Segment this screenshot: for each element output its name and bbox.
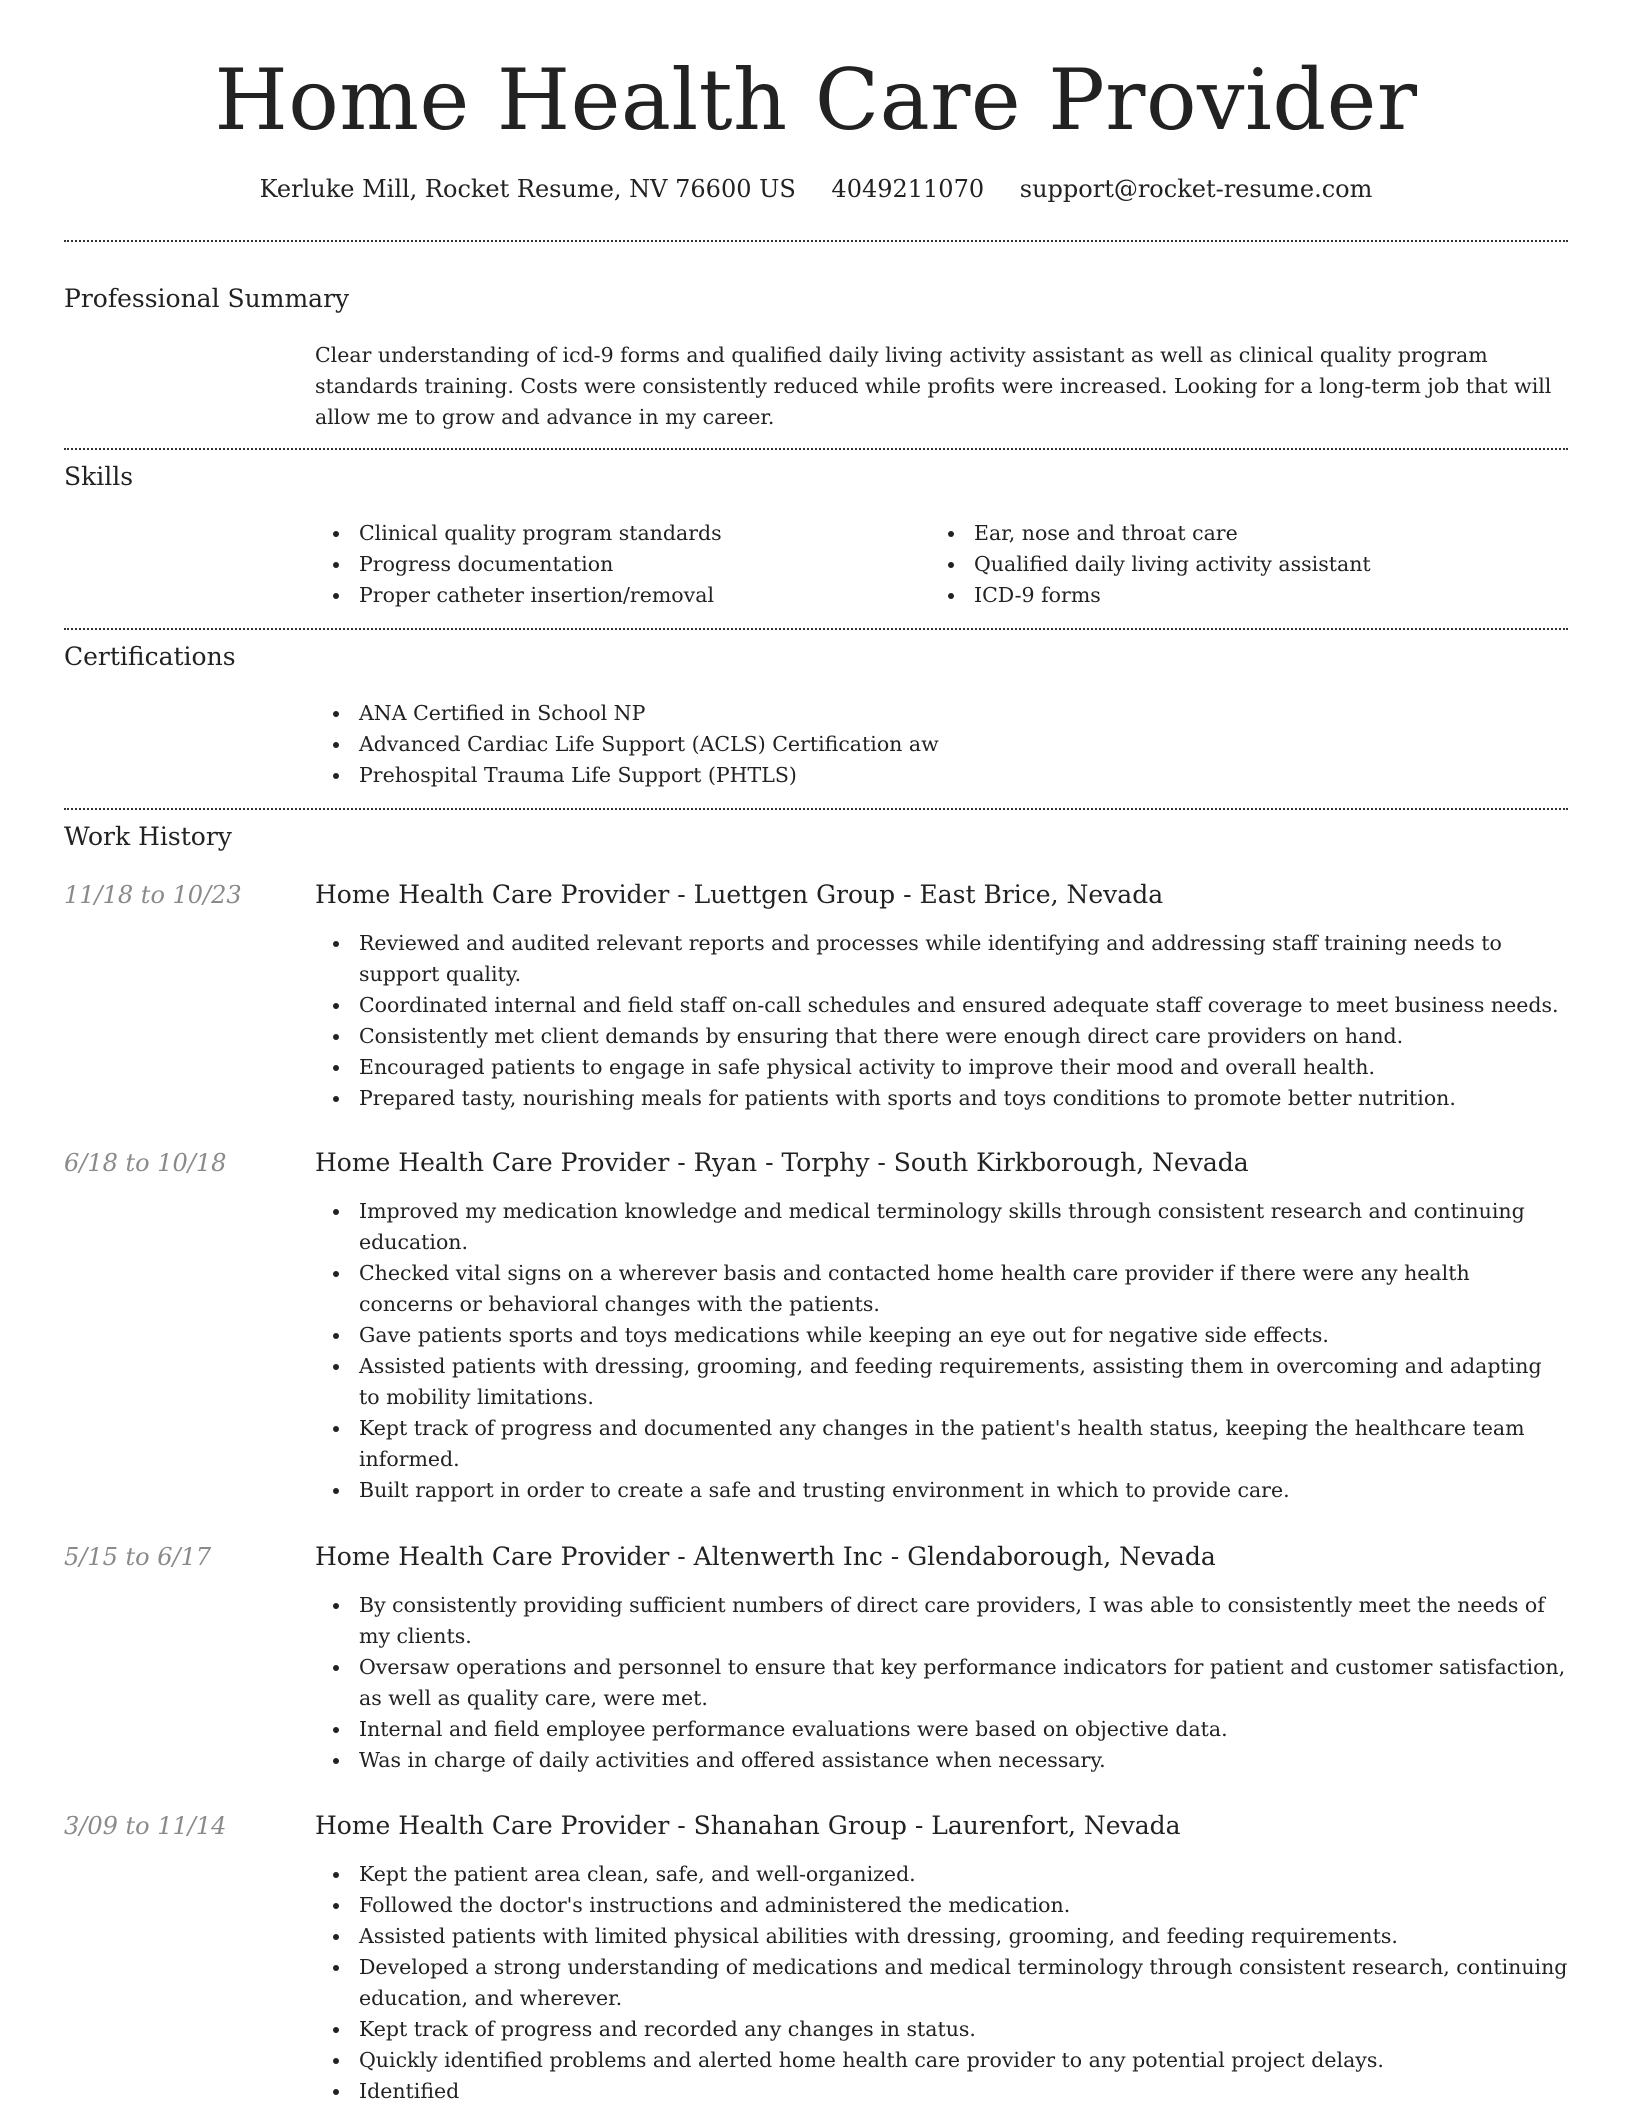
certification-item: Advanced Cardiac Life Support (ACLS) Certification aw (315, 729, 1568, 760)
job-title: Home Health Care Provider - Ryan - Torphy - South Kirkborough, Nevada (315, 1148, 1249, 1177)
job-bullet: Assisted patients with dressing, grooming, and feeding requirements, assisting them in overcoming and adapting to mobility limitations. (315, 1351, 1568, 1413)
certification-item: Prehospital Trauma Life Support (PHTLS) (315, 760, 1568, 791)
job-bullet: Gave patients sports and toys medications while keeping an eye out for negative side effects. (315, 1320, 1568, 1351)
job-bullet: Improved my medication knowledge and medical terminology skills through consistent research and continuing education. (315, 1196, 1568, 1258)
job-bullet: Internal and field employee performance evaluations were based on objective data. (315, 1714, 1568, 1745)
divider (64, 628, 1568, 630)
summary-heading: Professional Summary (64, 284, 350, 313)
job-bullet: Encouraged patients to engage in safe physical activity to improve their mood and overall health. (315, 1052, 1568, 1083)
job-bullets (315, 1196, 1568, 1506)
divider (64, 808, 1568, 810)
skill-item: ICD-9 forms (930, 580, 1545, 611)
contact-line (64, 170, 1568, 208)
certifications-heading: Certifications (64, 642, 236, 671)
job-title: Home Health Care Provider - Altenwerth Inc - Glendaborough, Nevada (315, 1542, 1216, 1571)
contact-email: support@rocket-resume.com (1019, 175, 1373, 203)
job-dates: 6/18 to 10/18 (64, 1149, 227, 1177)
skill-item: Progress documentation (315, 549, 930, 580)
job-bullet: Coordinated internal and field staff on-call schedules and ensured adequate staff coverage to meet business needs. (315, 990, 1568, 1021)
divider (64, 240, 1568, 242)
job-bullets (315, 928, 1568, 1114)
job-bullet: Kept track of progress and recorded any changes in status. (315, 2014, 1568, 2045)
job-bullets (315, 1590, 1568, 1776)
job-dates: 3/09 to 11/14 (64, 1812, 227, 1840)
job-bullet: Developed a strong understanding of medications and medical terminology through consistent research, continuing education, and wherever. (315, 1952, 1568, 2014)
job-bullet: Prepared tasty, nourishing meals for patients with sports and toys conditions to promote better nutrition. (315, 1083, 1568, 1114)
job-bullet: Built rapport in order to create a safe and trusting environment in which to provide care. (315, 1475, 1568, 1506)
job-bullet: Identified (315, 2076, 1568, 2107)
job-title: Home Health Care Provider - Luettgen Group - East Brice, Nevada (315, 880, 1164, 909)
job-bullet: Kept track of progress and documented any changes in the patient's health status, keeping the healthcare team informed. (315, 1413, 1568, 1475)
skills-column-right (930, 518, 1545, 611)
skill-item: Clinical quality program standards (315, 518, 930, 549)
job-bullet: Consistently met client demands by ensuring that there were enough direct care providers on hand. (315, 1021, 1568, 1052)
skill-item: Ear, nose and throat care (930, 518, 1545, 549)
job-bullet: Was in charge of daily activities and offered assistance when necessary. (315, 1745, 1568, 1776)
skills-heading: Skills (64, 462, 134, 491)
job-bullet: Reviewed and audited relevant reports and processes while identifying and addressing staff training needs to support quality. (315, 928, 1568, 990)
certifications-list (315, 698, 1568, 791)
job-bullet: Checked vital signs on a wherever basis and contacted home health care provider if there were any health concerns or behavioral changes with the patients. (315, 1258, 1568, 1320)
resume-title: Home Health Care Provider (214, 51, 1418, 149)
job-bullet: Kept the patient area clean, safe, and well-organized. (315, 1859, 1568, 1890)
job-bullet: Oversaw operations and personnel to ensure that key performance indicators for patient and customer satisfaction, as well as quality care, were met. (315, 1652, 1568, 1714)
job-bullet: Assisted patients with limited physical abilities with dressing, grooming, and feeding requirements. (315, 1921, 1568, 1952)
job-dates: 11/18 to 10/23 (64, 881, 242, 909)
job-dates: 5/15 to 6/17 (64, 1543, 212, 1571)
contact-phone: 4049211070 (831, 175, 985, 203)
certification-item: ANA Certified in School NP (315, 698, 1568, 729)
divider (64, 448, 1568, 450)
skills-column-left (315, 518, 930, 611)
work-history-heading: Work History (64, 822, 232, 851)
skill-item: Qualified daily living activity assistant (930, 549, 1545, 580)
job-bullets (315, 1859, 1568, 2107)
job-bullet: By consistently providing sufficient numbers of direct care providers, I was able to consistently meet the needs of my clients. (315, 1590, 1568, 1652)
skills-list (315, 518, 1568, 611)
job-bullet: Quickly identified problems and alerted home health care provider to any potential project delays. (315, 2045, 1568, 2076)
resume-page (64, 0, 1568, 2112)
skill-item: Proper catheter insertion/removal (315, 580, 930, 611)
job-bullet: Followed the doctor's instructions and administered the medication. (315, 1890, 1568, 1921)
contact-address: Kerluke Mill, Rocket Resume, NV 76600 US (259, 175, 796, 203)
summary-text: Clear understanding of icd-9 forms and qualified daily living activity assistant as well as clinical quality program standards training. Costs were consistently reduced while profits were increased. Looking for a long-term job that will allow me to grow and advance in my career. (315, 343, 1552, 429)
job-title: Home Health Care Provider - Shanahan Group - Laurenfort, Nevada (315, 1811, 1181, 1840)
